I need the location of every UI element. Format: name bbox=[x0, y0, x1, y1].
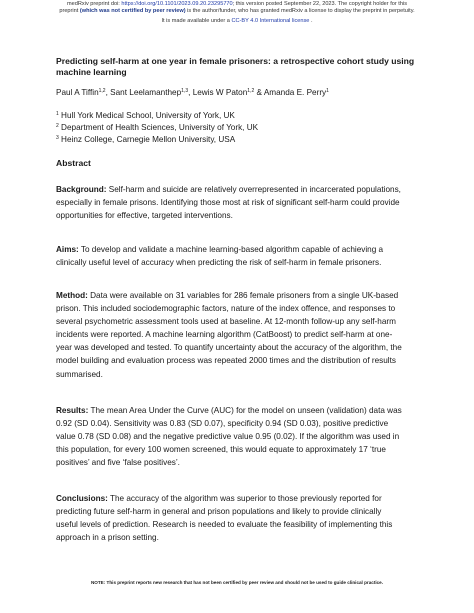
paragraph-line: approach in a prison setting. bbox=[56, 533, 159, 543]
paragraph-line: Results: The mean Area Under the Curve (AUC) for the model on unseen (validation) data was bbox=[56, 406, 402, 415]
license-line: It is made available under a CC-BY 4.0 International license . bbox=[161, 18, 313, 24]
section-label: Method: bbox=[56, 291, 88, 300]
affiliation: $^2$ Department of Health Sciences, University of York, UK bbox=[56, 123, 259, 132]
section-label: Conclusions: bbox=[56, 494, 108, 503]
paragraph-line: year was developed and tested. To quantify uncertainty about the accuracy of the algorithm, the bbox=[56, 343, 402, 353]
author-name: Amanda E. Perry bbox=[263, 88, 327, 97]
author-affiliation-ref: 1,3 bbox=[181, 88, 189, 94]
paragraph-line: summarised. bbox=[56, 369, 103, 379]
paragraph-line: value 0.78 (SD 0.08) and the negative predictive value 0.95 (0.02). If the algorithm was used in bbox=[56, 432, 400, 442]
paragraph-line: Conclusions: The accuracy of the algorithm was superior to those previously reported for bbox=[56, 494, 382, 503]
affiliation: $^1$ Hull York Medical School, University of York, UK bbox=[56, 111, 235, 120]
preprint-footer-notice: NOTE: This preprint reports new research that has not been certified by peer review and should not be used to guide clinical practice. bbox=[90, 580, 384, 585]
section-label: Background: bbox=[56, 185, 107, 194]
affiliation: $^3$ Heinz College, Carnegie Mellon University, USA bbox=[56, 135, 236, 144]
abstract-aims bbox=[56, 243, 422, 269]
author-name: Sant Leelamanthep bbox=[110, 88, 182, 97]
abstract-background bbox=[56, 183, 422, 222]
author-list: Paul A Tiffin$^{1,2}$, Sant Leelamanthep$^{1,3}$, Lewis W Paton$^{1,2}$ & Amanda E. Perry$^1$ bbox=[56, 88, 329, 97]
paragraph-line: Method: Data were available on 31 variables for 286 female prisoners from a single UK-based bbox=[56, 291, 399, 300]
paragraph-line: clinically useful level of accuracy when predicting the risk of self-harm in female prisoners. bbox=[56, 258, 382, 268]
paragraph-line: 0.92 (SD 0.04). Sensitivity was 0.83 (SD 0.07), specificity 0.94 (SD 0.03), positive predictive bbox=[56, 419, 389, 429]
peer-review-notice: (which was not certified by peer review) bbox=[79, 8, 186, 14]
author-name: Paul A Tiffin bbox=[56, 88, 99, 97]
paragraph-line: prison. This included sociodemographic factors, nature of the index offence, and responses to bbox=[56, 304, 396, 314]
section-label: Results: bbox=[56, 406, 89, 415]
paragraph-line: model building and evaluation process was repeated 2000 times and the distribution of results bbox=[56, 356, 396, 366]
paragraph-line: Aims: To develop and validate a machine learning-based algorithm capable of achieving a bbox=[56, 245, 384, 254]
author-affiliation-ref: 1 bbox=[326, 88, 329, 94]
preprint-header-line-1: medRxiv preprint doi: https://doi.org/10.1101/2023.09.20.23295770; this version posted September 22, 2023. The copyright holder for this bbox=[67, 1, 407, 7]
paragraph-line: useful levels of prediction. Research is needed to evaluate the feasibility of implementing this bbox=[56, 520, 393, 530]
paragraph-line: Background: Self-harm and suicide are relatively overrepresented in incarcerated populations, bbox=[56, 185, 401, 194]
doi-link[interactable]: https://doi.org/10.1101/2023.09.20.23295770 bbox=[121, 1, 233, 7]
author-affiliation-ref: 1,2 bbox=[247, 88, 255, 94]
paragraph-line: several psychometric assessment tools used at baseline. At 12-month follow-up any self-harm bbox=[56, 317, 396, 327]
abstract-heading: Abstract bbox=[56, 158, 91, 168]
author-name: Lewis W Paton bbox=[192, 88, 248, 97]
paragraph-line: incidents were reported. A machine learning algorithm (CatBoost) to predict self-harm at one- bbox=[56, 330, 393, 340]
paragraph-line: this population, for every 100 women screened, this would equate to approximately 17 ‘true bbox=[56, 445, 386, 455]
paragraph-line: predicting future self-harm in general and prison populations and likely to provide clinically bbox=[56, 507, 382, 517]
license-link[interactable]: CC-BY 4.0 International license bbox=[231, 18, 310, 24]
paragraph-line: especially in female prisons. Identifying those most at risk of significant self-harm could provide bbox=[56, 198, 400, 208]
abstract-method bbox=[56, 289, 422, 381]
preprint-header-line-2: preprint (which was not certified by peer review) is the author/funder, who has granted medRxiv a license to display the preprint in perpetuity. bbox=[59, 8, 415, 14]
paragraph-line: positives’ and five ‘false positives’. bbox=[56, 458, 180, 468]
paragraph-line: opportunities for effective, targeted interventions. bbox=[56, 211, 233, 221]
author-affiliation-ref: 1,2 bbox=[98, 88, 106, 94]
paper-title: Predicting self-harm at one year in female prisoners: a retrospective cohort study using machine learning bbox=[56, 56, 415, 77]
section-label: Aims: bbox=[56, 245, 79, 254]
abstract-conclusions bbox=[56, 492, 422, 544]
abstract-results bbox=[56, 404, 422, 469]
